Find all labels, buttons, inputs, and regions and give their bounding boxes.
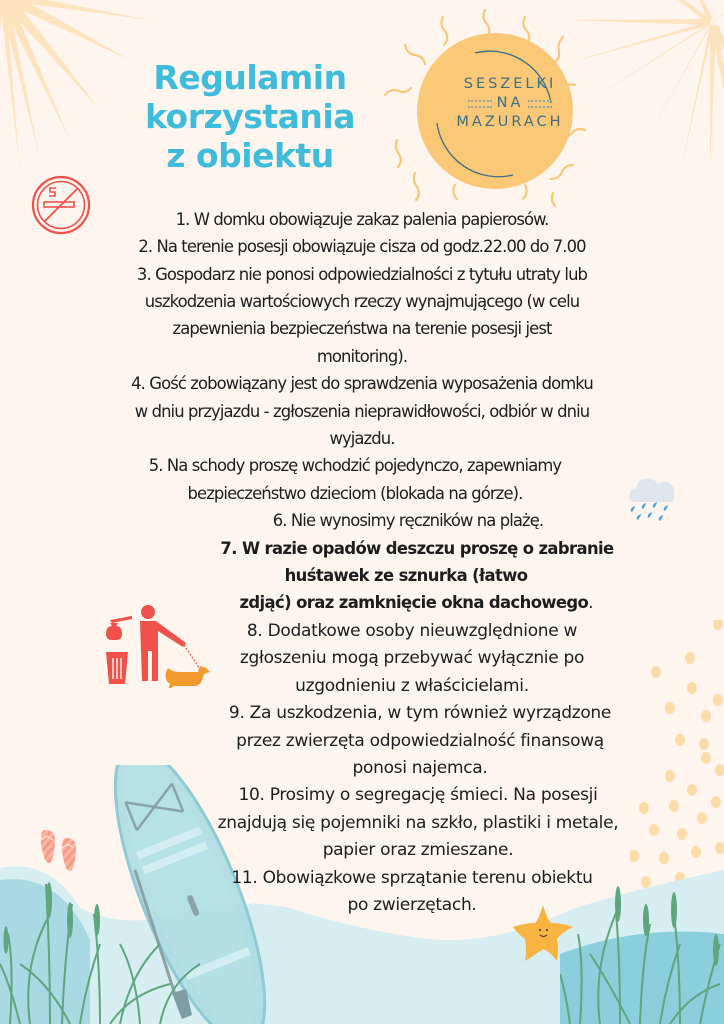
dog-waste-disposal-icon — [104, 604, 212, 688]
logo-text — [420, 75, 600, 132]
reeds-decoration-left — [0, 880, 200, 1024]
rule-11-line-1: 11. Obowiązkowe sprzątanie terenu obiektu — [231, 868, 593, 888]
no-smoking-icon — [30, 174, 92, 236]
wave-ornament-right — [528, 100, 552, 108]
rule-8-line-1: 8. Dodatkowe osoby nieuwzględnione w — [246, 621, 578, 641]
rule-8-line-2: zgłoszeniu mogą przebywać wyłącznie po — [239, 648, 585, 668]
rule-7-line-3 — [239, 591, 592, 615]
rule-9-line-3: ponosi najemca. — [352, 758, 488, 778]
title-line-1: Regulamin — [153, 58, 347, 97]
rule-4-line-3: wyjazdu. — [329, 429, 395, 448]
rule-10-line-2: znajdują się pojemniki na szkło, plastiki i metale, — [217, 813, 619, 833]
rule-7-line-3-bold: zdjąć) oraz zamknięcie okna dachowego — [239, 593, 589, 612]
rule-3-line-3: zapewnienia bezpieczeństwa na terenie posesji jest — [172, 319, 552, 338]
rule-3-line-2: uszkodzenia wartościowych rzeczy wynajmującego (w celu — [144, 292, 580, 311]
rule-3-line-4: monitoring). — [316, 347, 408, 366]
flip-flops-icon — [36, 828, 80, 876]
logo-line-2 — [420, 94, 600, 113]
logo-line-1: SESZELKI — [463, 76, 557, 92]
reeds-decoration-right — [560, 880, 724, 1024]
rule-1: 1. W domku obowiązuje zakaz palenia papierosów. — [175, 210, 549, 229]
rule-7-line-2: huśtawek ze sznurka (łatwo — [284, 566, 528, 585]
title-line-2: korzystania — [145, 97, 355, 136]
logo-line-3: MAZURACH — [456, 114, 564, 130]
wave-ornament-left — [468, 100, 492, 108]
rule-10-line-3: papier oraz zmieszane. — [322, 840, 514, 860]
rule-5-line-1: 5. Na schody proszę wchodzić pojedynczo, zapewniamy — [148, 456, 562, 475]
rule-6: 6. Nie wynosimy ręczników na plażę. — [272, 511, 544, 530]
rule-10-line-1: 10. Prosimy o segregację śmieci. Na posesji — [238, 785, 598, 805]
rule-5-line-2: bezpieczeństwo dzieciom (blokada na górze). — [187, 484, 523, 503]
rule-4-line-2: w dniu przyjazdu - zgłoszenia nieprawidłowości, odbiór w dniu — [134, 402, 590, 421]
rule-7-period: . — [588, 593, 593, 612]
rule-11-line-2: po zwierzętach. — [347, 895, 477, 915]
title-line-3: z obiektu — [166, 136, 334, 175]
starfish-icon — [512, 903, 574, 963]
rule-7-line-1: 7. W razie opadów deszczu proszę o zabranie — [220, 539, 614, 558]
rule-3-line-1: 3. Gospodarz nie ponosi odpowiedzialności z tytułu utraty lub — [136, 265, 588, 284]
rain-cloud-icon — [622, 474, 682, 526]
page-title — [120, 58, 380, 175]
rule-8-line-3: uzgodnieniu z właścicielami. — [295, 676, 529, 696]
rule-4-line-1: 4. Gość zobowiązany jest do sprawdzenia wyposażenia domku — [131, 374, 593, 393]
rule-9-line-1: 9. Za uszkodzenia, w tym również wyrządzone — [228, 703, 612, 723]
rule-9-line-2: przez zwierzęta odpowiedzialność finansową — [236, 731, 604, 751]
logo-na: NA — [496, 95, 524, 111]
rule-2: 2. Na terenie posesji obowiązuje cisza od godz.22.00 do 7.00 — [138, 237, 586, 256]
